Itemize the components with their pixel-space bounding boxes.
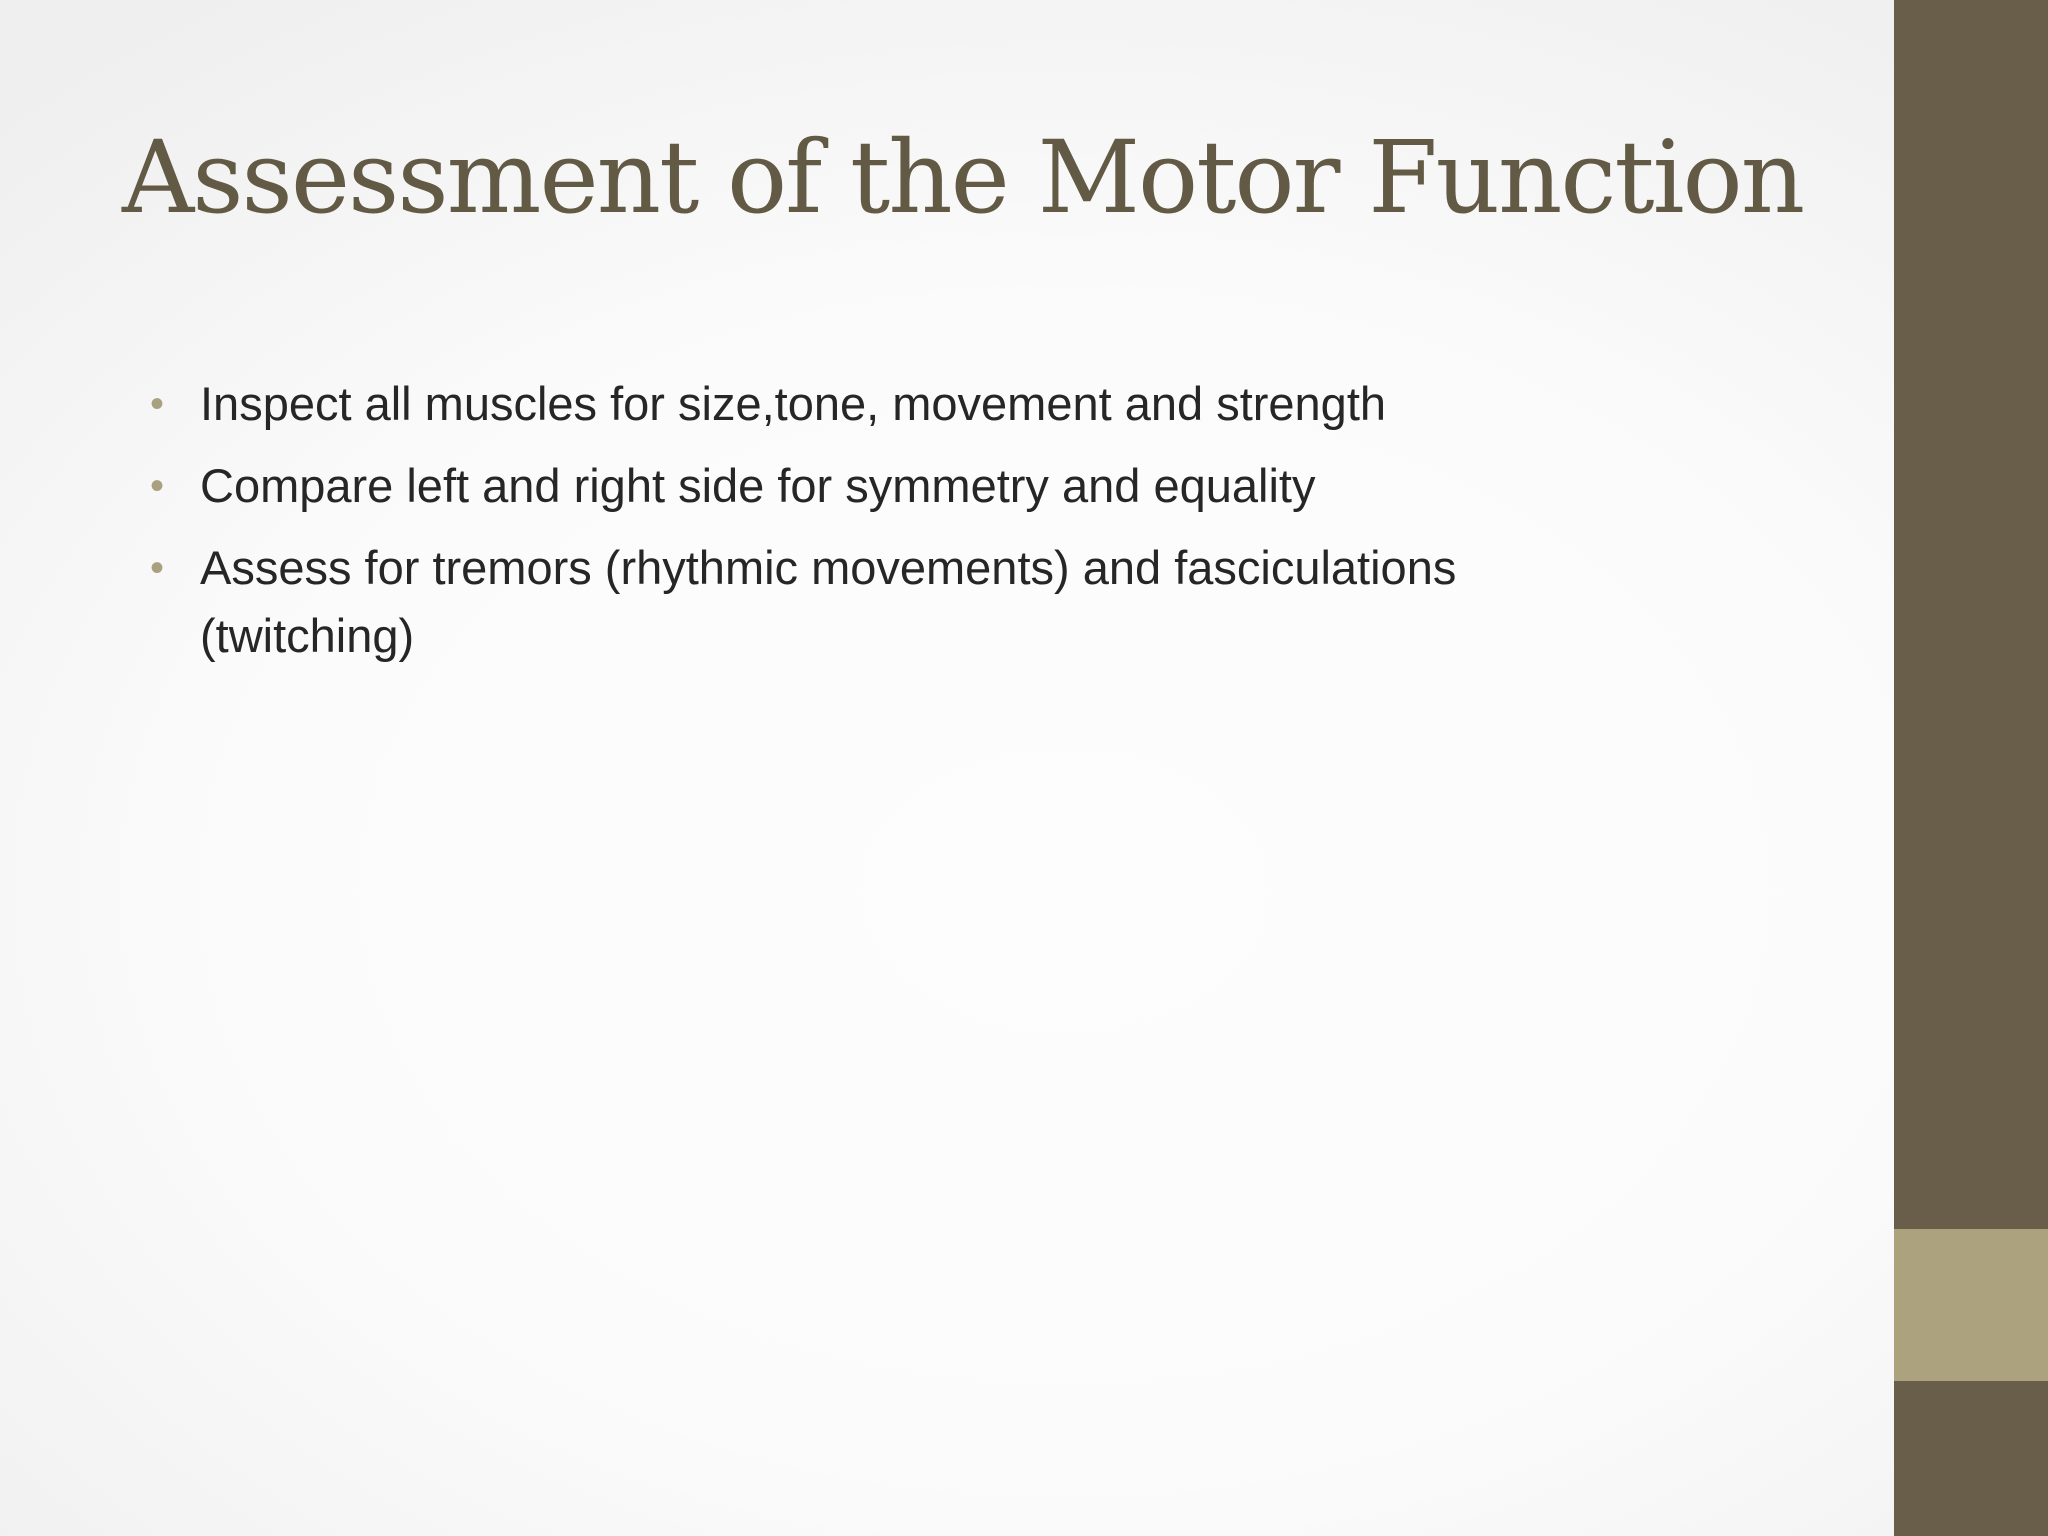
bullet-list xyxy=(150,370,1670,684)
bullet-item xyxy=(150,370,1670,438)
slide-title: Assessment of the Motor Function xyxy=(122,119,1804,236)
bullet-dot-icon: • xyxy=(150,382,165,426)
bullet-dot-icon: • xyxy=(150,464,165,508)
bullet-item xyxy=(150,452,1670,520)
bullet-text: Inspect all muscles for size,tone, movement and strength xyxy=(200,377,1387,430)
bullet-text: Assess for tremors (rhythmic movements) and fasciculations (twitching) xyxy=(200,541,1457,662)
decorative-side-accent xyxy=(1894,1229,2048,1381)
bullet-text: Compare left and right side for symmetry and equality xyxy=(200,459,1316,512)
bullet-item xyxy=(150,534,1670,670)
bullet-dot-icon: • xyxy=(150,546,165,590)
